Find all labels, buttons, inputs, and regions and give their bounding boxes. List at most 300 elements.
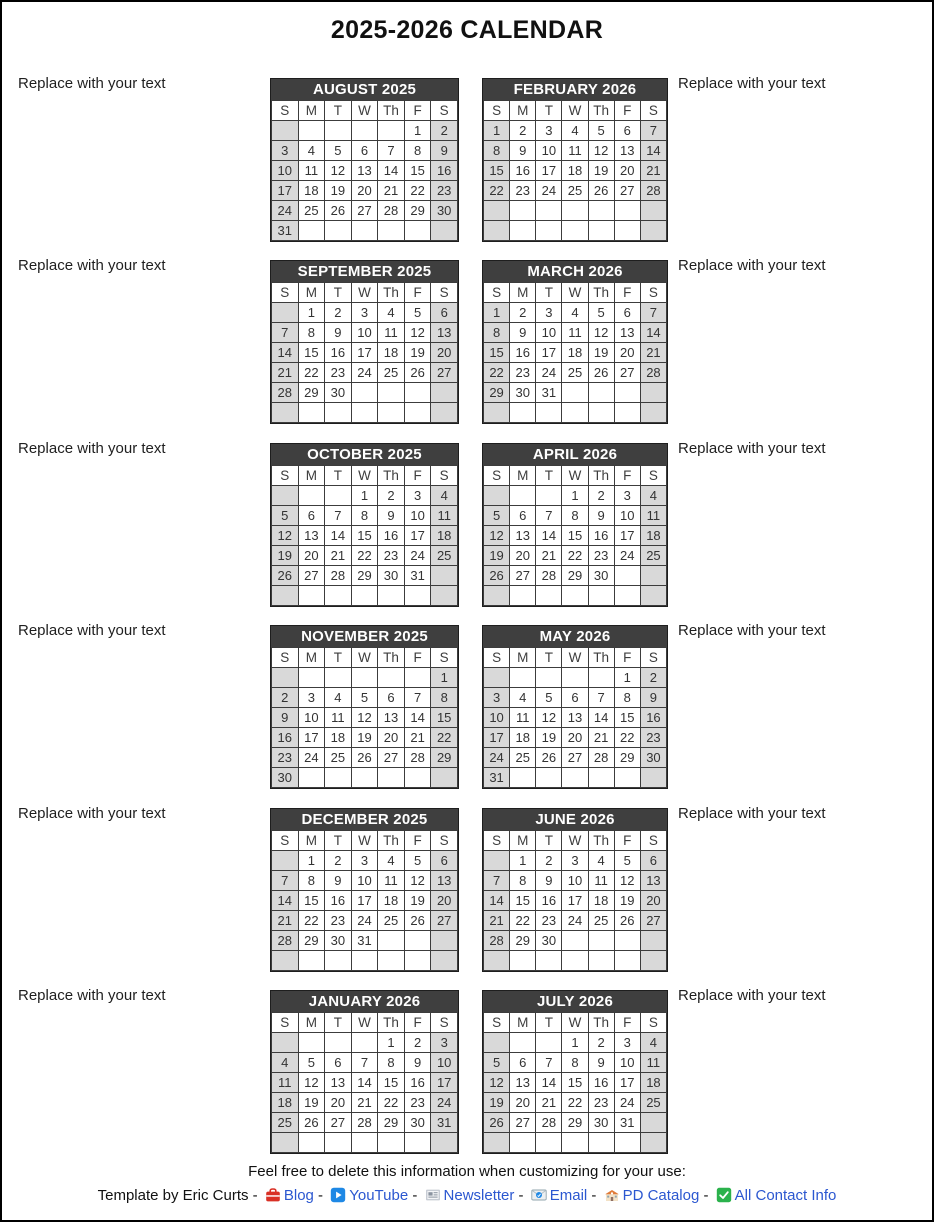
- day-cell: [431, 586, 458, 606]
- blog-icon: [265, 1187, 281, 1203]
- day-cell: [404, 403, 431, 423]
- day-cell: 15: [298, 891, 325, 911]
- placeholder-text-left[interactable]: Replace with your text: [18, 440, 166, 457]
- day-cell: 24: [484, 748, 510, 768]
- day-cell: 17: [536, 161, 562, 181]
- day-cell: 26: [536, 748, 562, 768]
- day-cell: 7: [640, 121, 666, 141]
- day-header-cell: Th: [378, 648, 405, 668]
- day-cell: 21: [536, 1093, 562, 1113]
- day-cell: [272, 121, 299, 141]
- day-cell: 21: [325, 546, 352, 566]
- day-cell: 1: [562, 1033, 588, 1053]
- day-cell: 13: [298, 526, 325, 546]
- day-cell: [404, 383, 431, 403]
- month-grid: [483, 1012, 667, 1153]
- footer-link-youtube[interactable]: YouTube: [349, 1187, 409, 1204]
- day-cell: 31: [404, 566, 431, 586]
- day-cell: 12: [404, 871, 431, 891]
- day-cell: 22: [431, 728, 458, 748]
- day-cell: 28: [378, 201, 405, 221]
- day-cell: [351, 768, 378, 788]
- day-cell: [640, 566, 666, 586]
- day-cell: [325, 1033, 352, 1053]
- day-cell: 10: [431, 1053, 458, 1073]
- day-cell: [588, 1133, 614, 1153]
- day-cell: 12: [272, 526, 299, 546]
- day-cell: [404, 586, 431, 606]
- month-title: NOVEMBER 2025: [271, 626, 458, 647]
- day-header-cell: Th: [378, 1013, 405, 1033]
- day-cell: 20: [325, 1093, 352, 1113]
- day-cell: 27: [510, 566, 536, 586]
- day-cell: 11: [298, 161, 325, 181]
- day-cell: 23: [431, 181, 458, 201]
- day-cell: 25: [378, 911, 405, 931]
- day-cell: 14: [640, 141, 666, 161]
- day-header-cell: Th: [378, 466, 405, 486]
- day-cell: 20: [614, 343, 640, 363]
- day-cell: 17: [614, 1073, 640, 1093]
- day-cell: [378, 403, 405, 423]
- calendar-row: [2, 987, 932, 1158]
- day-cell: 10: [484, 708, 510, 728]
- day-cell: 19: [484, 1093, 510, 1113]
- day-cell: 2: [272, 688, 299, 708]
- day-header-cell: W: [351, 466, 378, 486]
- day-cell: [510, 951, 536, 971]
- day-cell: [325, 586, 352, 606]
- day-cell: 30: [431, 201, 458, 221]
- day-cell: 1: [298, 851, 325, 871]
- day-cell: 11: [640, 506, 666, 526]
- day-cell: 11: [378, 323, 405, 343]
- placeholder-text-right[interactable]: Replace with your text: [678, 257, 826, 274]
- day-cell: 30: [378, 566, 405, 586]
- day-cell: [431, 1133, 458, 1153]
- day-cell: 3: [562, 851, 588, 871]
- month-title: MAY 2026: [483, 626, 667, 647]
- day-cell: [484, 403, 510, 423]
- contact-info-icon: [716, 1187, 732, 1203]
- day-cell: 11: [588, 871, 614, 891]
- day-cell: 22: [351, 546, 378, 566]
- day-cell: 13: [431, 323, 458, 343]
- placeholder-text-right[interactable]: Replace with your text: [678, 440, 826, 457]
- day-header-cell: Th: [378, 101, 405, 121]
- day-cell: [536, 951, 562, 971]
- day-cell: 5: [351, 688, 378, 708]
- day-cell: 5: [298, 1053, 325, 1073]
- mini-calendar: [482, 808, 668, 972]
- day-cell: 12: [298, 1073, 325, 1093]
- day-header-cell: Th: [588, 1013, 614, 1033]
- day-header-cell: S: [272, 1013, 299, 1033]
- day-cell: 17: [351, 343, 378, 363]
- day-header-cell: S: [640, 1013, 666, 1033]
- day-cell: 9: [325, 323, 352, 343]
- day-cell: 14: [404, 708, 431, 728]
- month-grid: [483, 830, 667, 971]
- day-cell: 3: [298, 688, 325, 708]
- day-cell: 29: [378, 1113, 405, 1133]
- day-header-cell: S: [272, 101, 299, 121]
- month-grid: [483, 465, 667, 606]
- day-cell: 15: [510, 891, 536, 911]
- day-cell: 13: [510, 526, 536, 546]
- day-cell: 23: [640, 728, 666, 748]
- day-cell: 23: [588, 546, 614, 566]
- mini-calendar: [482, 443, 668, 607]
- day-cell: 27: [640, 911, 666, 931]
- day-cell: 24: [562, 911, 588, 931]
- footer-link-all-contact-info[interactable]: All Contact Info: [734, 1187, 837, 1204]
- day-cell: 12: [588, 323, 614, 343]
- placeholder-text-left[interactable]: Replace with your text: [18, 805, 166, 822]
- month-grid: [483, 100, 667, 241]
- day-cell: 22: [562, 546, 588, 566]
- placeholder-text-left[interactable]: Replace with your text: [18, 987, 166, 1004]
- day-header-cell: S: [640, 648, 666, 668]
- day-cell: 1: [562, 486, 588, 506]
- day-cell: 17: [431, 1073, 458, 1093]
- day-cell: [272, 303, 299, 323]
- day-cell: 18: [510, 728, 536, 748]
- footer-link-pd-catalog[interactable]: PD Catalog: [622, 1187, 700, 1204]
- day-cell: 26: [351, 748, 378, 768]
- day-cell: 12: [484, 1073, 510, 1093]
- day-cell: 1: [404, 121, 431, 141]
- day-cell: [351, 951, 378, 971]
- footer-link-newsletter[interactable]: Newsletter: [443, 1187, 515, 1204]
- month-title: APRIL 2026: [483, 444, 667, 465]
- day-cell: 3: [351, 303, 378, 323]
- day-cell: 25: [562, 363, 588, 383]
- calendar-row: [2, 440, 932, 611]
- day-cell: [484, 668, 510, 688]
- day-cell: 5: [404, 303, 431, 323]
- day-cell: 23: [325, 363, 352, 383]
- day-cell: 10: [536, 141, 562, 161]
- day-cell: 8: [562, 506, 588, 526]
- day-cell: 8: [431, 688, 458, 708]
- month-grid: [271, 465, 458, 606]
- day-cell: 18: [431, 526, 458, 546]
- day-cell: 19: [588, 343, 614, 363]
- day-cell: [325, 403, 352, 423]
- day-header-cell: T: [536, 648, 562, 668]
- day-cell: 14: [536, 1073, 562, 1093]
- day-cell: [510, 668, 536, 688]
- day-cell: 26: [404, 911, 431, 931]
- day-cell: [510, 768, 536, 788]
- day-header-cell: S: [431, 283, 458, 303]
- day-cell: [510, 486, 536, 506]
- day-cell: [272, 951, 299, 971]
- day-header-cell: T: [325, 283, 352, 303]
- day-header-cell: T: [325, 831, 352, 851]
- day-cell: 2: [325, 303, 352, 323]
- day-cell: 8: [510, 871, 536, 891]
- day-cell: [298, 768, 325, 788]
- day-header-cell: S: [272, 283, 299, 303]
- day-cell: 24: [404, 546, 431, 566]
- day-header-cell: W: [351, 1013, 378, 1033]
- day-cell: 28: [536, 1113, 562, 1133]
- day-header-cell: T: [536, 101, 562, 121]
- placeholder-text-left[interactable]: Replace with your text: [18, 75, 166, 92]
- day-cell: 6: [640, 851, 666, 871]
- day-cell: 10: [614, 1053, 640, 1073]
- day-cell: 27: [510, 1113, 536, 1133]
- day-cell: 21: [484, 911, 510, 931]
- day-cell: 30: [325, 383, 352, 403]
- day-cell: 9: [510, 323, 536, 343]
- day-cell: [640, 1133, 666, 1153]
- day-cell: 26: [614, 911, 640, 931]
- day-cell: 15: [351, 526, 378, 546]
- day-cell: 14: [351, 1073, 378, 1093]
- day-header-cell: M: [510, 283, 536, 303]
- day-header-cell: M: [510, 648, 536, 668]
- day-cell: [562, 403, 588, 423]
- placeholder-text-right[interactable]: Replace with your text: [678, 805, 826, 822]
- day-cell: 1: [431, 668, 458, 688]
- month-grid: [271, 647, 458, 788]
- day-cell: 8: [484, 323, 510, 343]
- day-cell: 16: [325, 891, 352, 911]
- day-cell: 27: [351, 201, 378, 221]
- footer-links: [2, 1187, 932, 1204]
- day-cell: 31: [614, 1113, 640, 1133]
- day-cell: 29: [298, 931, 325, 951]
- day-cell: 9: [404, 1053, 431, 1073]
- day-cell: 20: [351, 181, 378, 201]
- day-cell: 6: [431, 303, 458, 323]
- day-cell: 7: [272, 871, 299, 891]
- day-cell: 16: [588, 1073, 614, 1093]
- day-cell: 17: [298, 728, 325, 748]
- day-cell: 24: [351, 911, 378, 931]
- day-cell: 2: [536, 851, 562, 871]
- newsletter-icon: [425, 1187, 441, 1203]
- day-cell: 25: [431, 546, 458, 566]
- day-cell: 18: [640, 1073, 666, 1093]
- day-cell: 6: [325, 1053, 352, 1073]
- day-cell: 13: [640, 871, 666, 891]
- day-cell: 19: [272, 546, 299, 566]
- day-cell: 11: [378, 871, 405, 891]
- placeholder-text-right[interactable]: Replace with your text: [678, 75, 826, 92]
- day-cell: 23: [325, 911, 352, 931]
- day-cell: [510, 586, 536, 606]
- day-cell: 29: [351, 566, 378, 586]
- day-cell: 22: [298, 363, 325, 383]
- day-header-cell: W: [562, 283, 588, 303]
- day-cell: 27: [431, 363, 458, 383]
- day-cell: 26: [404, 363, 431, 383]
- day-cell: 8: [484, 141, 510, 161]
- mini-calendar: [482, 78, 668, 242]
- mini-calendar: [270, 625, 459, 789]
- day-header-cell: S: [484, 101, 510, 121]
- day-cell: 30: [588, 1113, 614, 1133]
- day-cell: 30: [588, 566, 614, 586]
- day-cell: 22: [378, 1093, 405, 1113]
- footer-note: Feel free to delete this information when customizing for your use:: [248, 1163, 686, 1180]
- placeholder-text-right[interactable]: Replace with your text: [678, 987, 826, 1004]
- day-cell: 19: [351, 728, 378, 748]
- day-cell: [484, 1133, 510, 1153]
- day-cell: 16: [510, 161, 536, 181]
- day-cell: 28: [325, 566, 352, 586]
- day-cell: 20: [562, 728, 588, 748]
- day-header-cell: F: [614, 1013, 640, 1033]
- day-cell: 12: [325, 161, 352, 181]
- day-cell: 15: [562, 526, 588, 546]
- mini-calendar: [270, 443, 459, 607]
- day-cell: 6: [510, 506, 536, 526]
- day-header-cell: M: [298, 101, 325, 121]
- day-cell: [562, 668, 588, 688]
- day-cell: [588, 201, 614, 221]
- day-cell: [298, 403, 325, 423]
- footer-link-email[interactable]: Email: [549, 1187, 588, 1204]
- day-cell: 15: [484, 343, 510, 363]
- day-cell: [378, 951, 405, 971]
- day-cell: 24: [431, 1093, 458, 1113]
- day-cell: 29: [404, 201, 431, 221]
- day-cell: [510, 201, 536, 221]
- day-cell: [351, 383, 378, 403]
- day-cell: [614, 383, 640, 403]
- day-cell: 2: [640, 668, 666, 688]
- day-cell: 31: [536, 383, 562, 403]
- day-cell: 18: [298, 181, 325, 201]
- day-cell: 28: [404, 748, 431, 768]
- day-cell: [272, 403, 299, 423]
- day-header-cell: F: [404, 831, 431, 851]
- day-cell: 27: [298, 566, 325, 586]
- day-cell: 5: [484, 506, 510, 526]
- day-header-cell: Th: [588, 648, 614, 668]
- day-cell: 23: [536, 911, 562, 931]
- day-header-cell: F: [614, 283, 640, 303]
- calendar-row: [2, 805, 932, 976]
- day-header-cell: F: [404, 1013, 431, 1033]
- day-cell: 9: [640, 688, 666, 708]
- day-header-cell: T: [536, 831, 562, 851]
- day-header-cell: F: [614, 466, 640, 486]
- day-cell: 23: [272, 748, 299, 768]
- day-header-cell: F: [614, 648, 640, 668]
- day-header-cell: W: [351, 283, 378, 303]
- day-cell: [510, 1033, 536, 1053]
- day-cell: 13: [431, 871, 458, 891]
- day-cell: 4: [562, 121, 588, 141]
- day-cell: 27: [325, 1113, 352, 1133]
- day-cell: 14: [484, 891, 510, 911]
- day-cell: [614, 586, 640, 606]
- day-cell: 5: [272, 506, 299, 526]
- day-cell: 5: [404, 851, 431, 871]
- placeholder-text-right[interactable]: Replace with your text: [678, 622, 826, 639]
- day-cell: 28: [484, 931, 510, 951]
- day-header-cell: T: [325, 648, 352, 668]
- day-cell: 2: [404, 1033, 431, 1053]
- day-cell: 10: [351, 871, 378, 891]
- day-cell: 30: [272, 768, 299, 788]
- day-cell: 5: [588, 121, 614, 141]
- day-cell: 3: [536, 121, 562, 141]
- day-cell: 1: [298, 303, 325, 323]
- day-cell: [325, 121, 352, 141]
- day-cell: 21: [404, 728, 431, 748]
- placeholder-text-left[interactable]: Replace with your text: [18, 622, 166, 639]
- day-cell: 2: [588, 486, 614, 506]
- day-cell: 22: [562, 1093, 588, 1113]
- day-cell: 30: [536, 931, 562, 951]
- day-cell: 13: [378, 708, 405, 728]
- day-header-cell: S: [484, 283, 510, 303]
- day-cell: 18: [588, 891, 614, 911]
- day-cell: [588, 586, 614, 606]
- day-cell: 27: [614, 181, 640, 201]
- day-cell: 19: [484, 546, 510, 566]
- mini-calendar: [270, 990, 459, 1154]
- day-header-cell: W: [562, 101, 588, 121]
- day-cell: 9: [536, 871, 562, 891]
- day-cell: 29: [510, 931, 536, 951]
- day-cell: 24: [536, 181, 562, 201]
- mini-calendar: [482, 260, 668, 424]
- day-cell: 24: [272, 201, 299, 221]
- month-grid: [271, 1012, 458, 1153]
- day-cell: [431, 951, 458, 971]
- day-cell: 20: [298, 546, 325, 566]
- month-title: AUGUST 2025: [271, 79, 458, 100]
- day-cell: [484, 851, 510, 871]
- day-cell: 14: [588, 708, 614, 728]
- day-header-cell: M: [510, 466, 536, 486]
- calendar-row: [2, 257, 932, 428]
- day-cell: 17: [404, 526, 431, 546]
- day-cell: 9: [510, 141, 536, 161]
- day-cell: [272, 486, 299, 506]
- day-cell: 25: [325, 748, 352, 768]
- day-cell: [614, 1133, 640, 1153]
- day-header-cell: S: [272, 466, 299, 486]
- page-title: 2025-2026 CALENDAR: [330, 16, 604, 44]
- day-cell: 3: [404, 486, 431, 506]
- day-cell: [614, 403, 640, 423]
- day-cell: 30: [325, 931, 352, 951]
- day-cell: 23: [378, 546, 405, 566]
- placeholder-text-left[interactable]: Replace with your text: [18, 257, 166, 274]
- day-cell: 26: [272, 566, 299, 586]
- day-cell: 7: [272, 323, 299, 343]
- day-cell: 4: [378, 851, 405, 871]
- day-cell: 6: [510, 1053, 536, 1073]
- day-cell: [562, 1133, 588, 1153]
- day-cell: 29: [484, 383, 510, 403]
- day-cell: [640, 1113, 666, 1133]
- footer-credit: Template by Eric Curts: [97, 1187, 249, 1204]
- day-cell: 1: [378, 1033, 405, 1053]
- day-cell: 6: [298, 506, 325, 526]
- footer-link-blog[interactable]: Blog: [283, 1187, 314, 1204]
- day-cell: 25: [298, 201, 325, 221]
